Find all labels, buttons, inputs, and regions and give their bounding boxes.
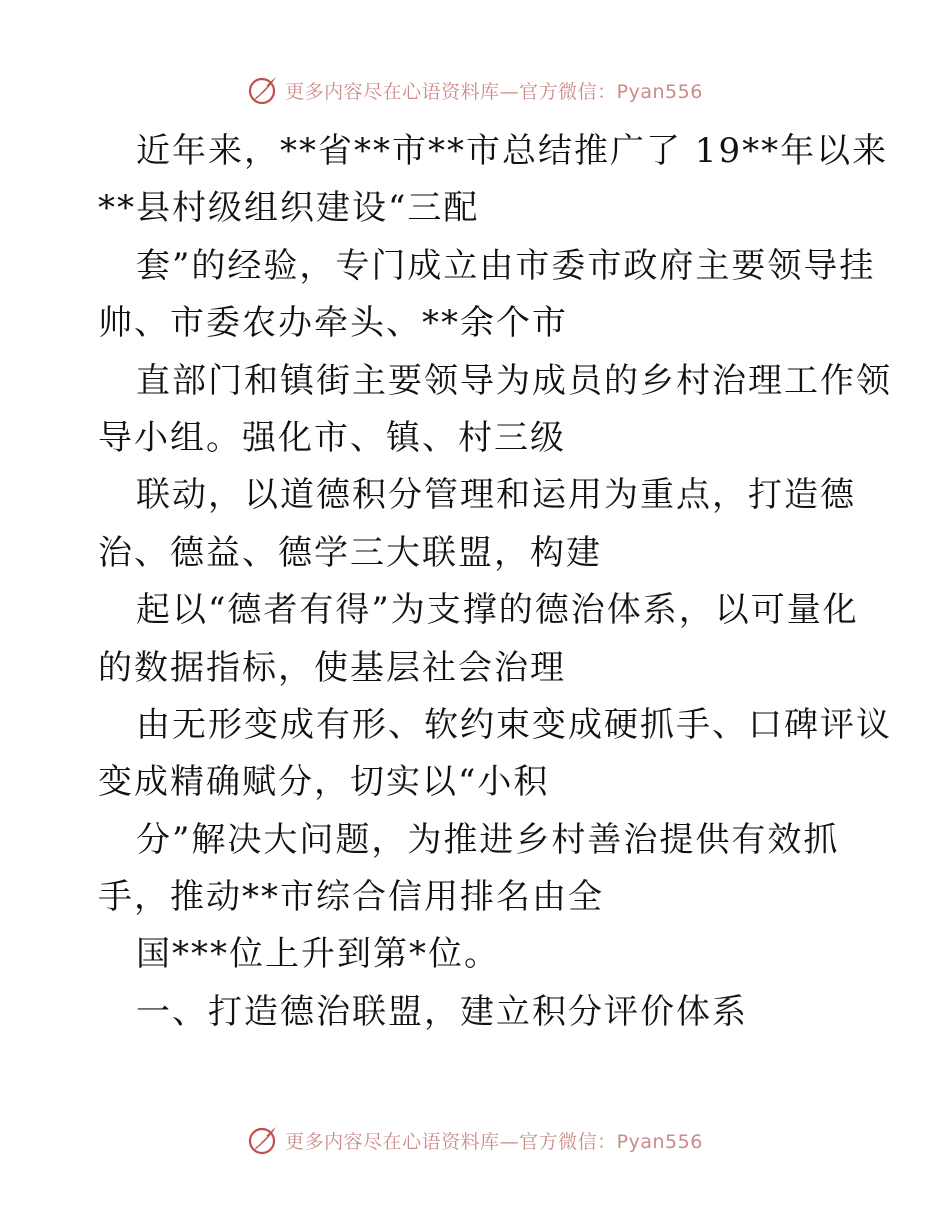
text-line: 套”的经验，专门成立由市委市政府主要领导挂 — [136, 245, 876, 286]
text-line: 导小组。强化市、镇、村三级 — [98, 417, 566, 458]
text-line: 分”解决大问题，为推进乡村善治提供有效抓 — [136, 819, 840, 860]
section-heading: 一、打造德治联盟，建立积分评价体系 — [136, 991, 748, 1032]
text-line: 的数据指标，使基层社会治理 — [98, 647, 566, 688]
document-body — [98, 123, 892, 1041]
text-line: **县村级组织建设“三配 — [98, 188, 480, 229]
text-line: 手，推动**市综合信用排名由全 — [98, 877, 604, 918]
text-line: 近年来，**省**市**市总结推广了 19**年以来 — [136, 131, 889, 171]
text-line: 由无形变成有形、软约束变成硬抓手、口碑评议 — [136, 704, 892, 745]
text-line: 联动，以道德积分管理和运用为重点，打造德 — [136, 475, 856, 516]
feather-quill-logo-icon — [247, 74, 279, 106]
watermark-site-text: 更多内容尽在心语资料库—官方微信： — [285, 80, 617, 103]
footer-watermark — [0, 1120, 950, 1160]
text-line: 治、德益、德学三大联盟，构建 — [98, 532, 602, 573]
watermark-site-text: 更多内容尽在心语资料库—官方微信： — [285, 1130, 617, 1153]
text-line: 变成精确赋分，切实以“小积 — [98, 762, 550, 803]
watermark-wechat-id: Pyan556 — [616, 1130, 703, 1153]
text-line: 帅、市委农办牵头、**余个市 — [98, 303, 568, 344]
text-line: 起以“德者有得”为支撑的德治体系，以可量化 — [136, 590, 859, 631]
watermark-text — [285, 1127, 703, 1154]
text-line: 国***位上升到第*位。 — [136, 934, 500, 975]
watermark-wechat-id: Pyan556 — [616, 80, 703, 103]
watermark-text — [285, 77, 703, 104]
header-watermark — [0, 70, 950, 110]
feather-quill-logo-icon — [247, 1124, 279, 1156]
text-line: 直部门和镇街主要领导为成员的乡村治理工作领 — [136, 360, 892, 401]
